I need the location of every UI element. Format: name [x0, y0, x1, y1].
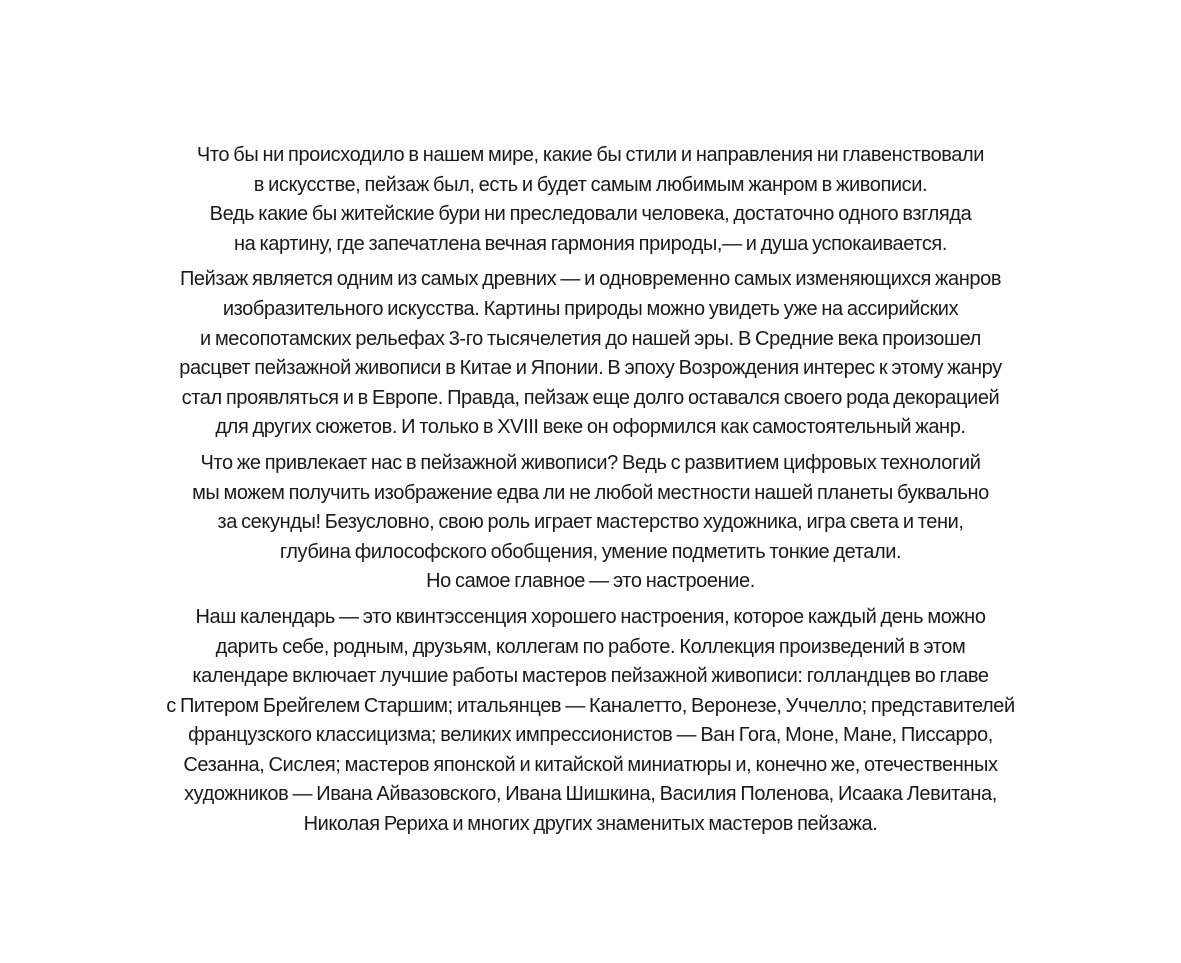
text-line: французского классицизма; великих импрессионистов — Ван Гога, Моне, Мане, Писсарро,	[188, 724, 993, 747]
text-line: Сезанна, Сислея; мастеров японской и китайской миниатюры и, конечно же, отечественных	[183, 753, 998, 776]
text-line: стал проявляться и в Европе. Правда, пейзаж еще долго оставался своего рода декорацией	[181, 386, 1000, 409]
body-text	[60, 141, 1121, 846]
text-line: дарить себе, родным, друзьям, коллегам по работе. Коллекция произведений в этом	[215, 635, 966, 658]
text-line: Что бы ни происходило в нашем мире, какие бы стили и направления ни главенствовали	[196, 144, 985, 166]
text-line: Наш календарь — это квинтэссенция хорошего настроения, которое каждый день можно	[195, 605, 986, 628]
text-line: изобразительного искусства. Картины природы можно увидеть уже на ассирийских	[222, 297, 959, 320]
text-line: Но самое главное — это настроение.	[426, 570, 755, 593]
text-line: расцвет пейзажной живописи в Китае и Японии. В эпоху Возрождения интерес к этому жанру	[179, 357, 1002, 380]
text-line: календаре включает лучшие работы мастеров пейзажной живописи: голландцев во главе	[192, 665, 989, 688]
text-line: глубина философского обобщения, умение подметить тонкие детали.	[279, 540, 902, 563]
paragraph-calendar	[60, 603, 1121, 840]
text-line: в искусстве, пейзаж был, есть и будет самым любимым жанром в живописи.	[253, 173, 928, 196]
text-line: Что же привлекает нас в пейзажной живописи? Ведь с развитием цифровых технологий	[200, 451, 981, 474]
text-line: Николая Рериха и многих других знаменитых мастеров пейзажа.	[303, 813, 878, 836]
text-line: Пейзаж является одним из самых древних — и одновременно самых изменяющихся жанров	[179, 268, 1002, 291]
text-line: и месопотамских рельефах 3-го тысячелетия до нашей эры. В Средние века произошел	[200, 327, 981, 350]
text-line: мы можем получить изображение едва ли не любой местности нашей планеты буквально	[192, 481, 989, 504]
text-line: Ведь какие бы житейские бури ни преследовали человека, достаточно одного взгляда	[209, 203, 972, 226]
text-line: художников — Ивана Айвазовского, Ивана Шишкина, Василия Поленова, Исаака Левитана,	[184, 783, 997, 806]
text-line: для других сюжетов. И только в XVIII веке он оформился как самостоятельный жанр.	[215, 416, 966, 439]
paragraph-appeal	[60, 449, 1121, 597]
text-line: с Питером Брейгелем Старшим; итальянцев — Каналетто, Веронезе, Уччелло; представителей	[166, 694, 1015, 717]
text-line: за секунды! Безусловно, свою роль играет мастерство художника, игра света и тени,	[217, 511, 964, 534]
paragraph-history	[60, 265, 1121, 443]
text-line: на картину, где запечатлена вечная гармония природы,— и душа успокаивается.	[233, 232, 948, 255]
paragraph-intro	[60, 141, 1121, 259]
